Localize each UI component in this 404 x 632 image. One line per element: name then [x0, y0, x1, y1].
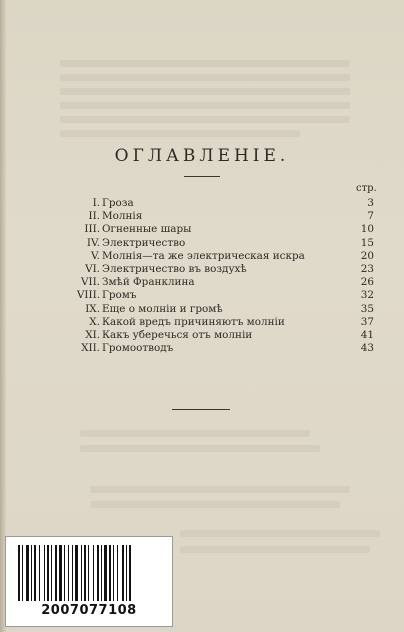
bleed-through-line: [90, 501, 340, 508]
toc-entry: [0, 303, 404, 315]
toc-entry: [0, 223, 404, 235]
bleed-through-line: [60, 102, 350, 109]
bleed-through-line: [180, 530, 380, 537]
chapter-number: II.: [88, 210, 100, 223]
bleed-through-line: [60, 88, 350, 95]
page-column-label: стр.: [356, 183, 377, 194]
chapter-title: Еще о молніи и громѣ: [102, 302, 223, 315]
toc-entry: [0, 329, 404, 341]
chapter-title: Огненные шары: [102, 223, 192, 236]
chapter-number: I.: [92, 197, 100, 209]
chapter-title: Электричество: [102, 236, 186, 249]
toc-entry: [0, 276, 404, 288]
page-number: 26: [360, 276, 374, 289]
chapter-number: VI.: [85, 263, 100, 275]
chapter-number: XII.: [81, 342, 100, 355]
barcode-icon: [18, 545, 160, 601]
bleed-through-line: [60, 116, 350, 123]
chapter-number: III.: [84, 223, 100, 236]
chapter-number: IV.: [86, 236, 100, 249]
chapter-title: Какой вредъ причиняютъ молніи: [102, 315, 285, 328]
page-number: 37: [360, 315, 374, 328]
page-number: 15: [360, 236, 374, 249]
page-number: 23: [360, 263, 374, 275]
bleed-through-line: [60, 130, 300, 137]
bleed-through-line: [60, 60, 350, 67]
chapter-number: VIII.: [76, 289, 100, 302]
toc-entry: [0, 210, 404, 222]
chapter-title: Громъ: [102, 289, 137, 302]
toc-entry: [0, 263, 404, 275]
bleed-through-line: [90, 486, 350, 493]
chapter-title: Змѣй Франклина: [102, 276, 195, 289]
page-number: 7: [367, 210, 374, 223]
bleed-through-line: [180, 546, 370, 553]
end-divider: [172, 409, 230, 410]
chapter-number: X.: [89, 315, 100, 328]
page-number: 10: [360, 223, 374, 236]
toc-entry: [0, 342, 404, 354]
toc-entry: [0, 316, 404, 328]
title-divider: [184, 176, 220, 177]
chapter-title: Громоотводъ: [102, 342, 174, 355]
page-number: 43: [360, 342, 374, 355]
barcode-number: 2007077108: [41, 603, 137, 618]
page-number: 20: [360, 249, 374, 262]
toc-entry: [0, 250, 404, 262]
page-title: ОГЛАВЛЕНІЕ.: [114, 146, 290, 166]
bleed-through-line: [60, 74, 350, 81]
chapter-number: VII.: [80, 276, 100, 289]
toc-entry: [0, 237, 404, 249]
page-number: 3: [367, 197, 374, 209]
page-number: 41: [360, 329, 374, 341]
chapter-title: Электричество въ воздухѣ: [102, 263, 247, 275]
page-number: 32: [360, 289, 374, 302]
chapter-title: Какъ уберечься отъ молніи: [102, 329, 253, 341]
toc-entry: [0, 289, 404, 301]
chapter-number: V.: [91, 249, 100, 262]
chapter-title: Гроза: [102, 197, 134, 209]
library-barcode-label: [5, 536, 173, 627]
page-number: 35: [360, 302, 374, 315]
chapter-title: Молнія: [102, 210, 143, 223]
chapter-number: XI.: [85, 329, 100, 341]
toc-entry: [0, 197, 404, 209]
bleed-through-line: [80, 445, 320, 452]
chapter-number: IX.: [85, 302, 100, 315]
chapter-title: Молнія—та же электрическая искра: [102, 249, 305, 262]
bleed-through-line: [80, 430, 310, 437]
